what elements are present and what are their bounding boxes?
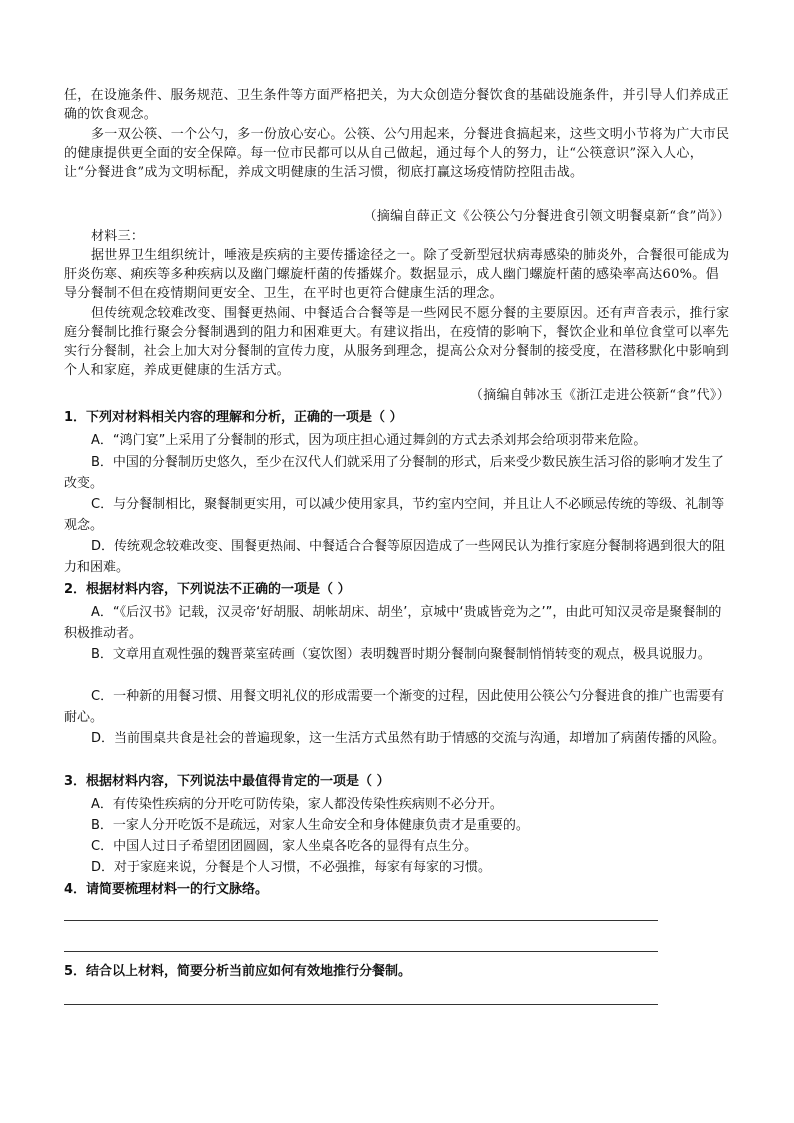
question-1-option-c: C．与分餐制相比，聚餐制更实用，可以减少使用家具，节约室内空间，并且让人不必顾忌传统的等级、礼制等观念。 <box>64 497 725 533</box>
question-2-option-a: A．“《后汉书》记载，汉灵帝‘好胡服、胡帐胡床、胡坐’，京城中‘贵戚皆竞为之’”，由此可知汉灵帝是聚餐制的积极推动者。 <box>64 605 722 641</box>
material3-paragraph-2: 但传统观念较难改变、围餐更热闹、中餐适合合餐等是一些网民不愿分餐的主要原因。还有声音表示，推行家庭分餐制比推行聚会分餐制遇到的阻力和困难更大。有建议指出，在疫情的影响下，餐饮企业和单位食堂可以率先实行分餐制，社会上加大对分餐制的宣传力度，从服务到理念，提高公众对分餐制的接受度，在潜移默化中影响到个人和家庭，养成更健康的生活方式。 <box>64 306 730 378</box>
question-1-stem: 1．下列对材料相关内容的理解和分析，正确的一项是（ ） <box>64 410 403 425</box>
material2-paragraph-tail: 任，在设施条件、服务规范、卫生条件等方面严格把关，为大众创造分餐饮食的基础设施条件，并引导人们养成正确的饮食观念。 <box>64 88 730 122</box>
question-3-option-b: B．一家人分开吃饭不是疏远，对家人生命安全和身体健康负责才是重要的。 <box>91 818 529 833</box>
question-1-option-b: B．中国的分餐制历史悠久，至少在汉代人们就采用了分餐制的形式，后来受少数民族生活习俗的影响才发生了改变。 <box>64 455 724 491</box>
question-3-stem: 3．根据材料内容，下列说法中最值得肯定的一项是（ ） <box>64 774 390 789</box>
question-4-stem: 4．请简要梳理材料一的行文脉络。 <box>64 882 269 897</box>
material3-heading: 材料三： <box>91 229 145 244</box>
answer-line-q5-1[interactable] <box>64 1004 658 1005</box>
material2-paragraph: 多一双公筷、一个公勺，多一份放心安心。公筷、公勺用起来，分餐进食搞起来，这些文明小节将为广大市民的健康提供更全面的安全保障。每一位市民都可以从自己做起，通过每个人的努力，让“公筷意识”深入人心，让“分餐进食”成为文明标配，养成文明健康的生活习惯，彻底打赢这场疫情防控阻击战。 <box>64 127 730 180</box>
question-2-option-d: D．当前围桌共食是社会的普遍现象，这一生活方式虽然有助于情感的交流与沟通，却增加了病菌传播的风险。 <box>91 731 726 746</box>
question-2-stem: 2．根据材料内容，下列说法不正确的一项是（ ） <box>64 582 351 597</box>
question-1-option-a: A．“鸿门宴”上采用了分餐制的形式，因为项庄担心通过舞剑的方式去杀刘邦会给项羽带来危险。 <box>91 433 647 448</box>
question-3-option-d: D．对于家庭来说，分餐是个人习惯，不必强推，每家有每家的习惯。 <box>91 860 492 875</box>
question-2-option-b: B．文章用直观性强的魏晋菜室砖画（宴饮图）表明魏晋时期分餐制向聚餐制悄悄转变的观点，极具说服力。 <box>91 647 711 662</box>
question-5-stem: 5．结合以上材料，简要分析当前应如何有效地推行分餐制。 <box>64 964 412 979</box>
answer-line-q4-1[interactable] <box>64 920 658 921</box>
material3-source: （摘编自韩冰玉《浙江走进公筷新“食”代》） <box>469 388 730 403</box>
question-2-option-c: C．一种新的用餐习惯、用餐文明礼仪的形成需要一个渐变的过程，因此使用公筷公勺分餐进食的推广也需要有耐心。 <box>64 689 725 725</box>
material2-source: （摘编自薛正文《公筷公勺分餐进食引领文明餐桌新“食”尚》） <box>363 209 730 224</box>
answer-line-q4-2[interactable] <box>64 951 658 952</box>
question-3-option-a: A．有传染性疾病的分开吃可防传染，家人都没传染性疾病则不必分开。 <box>91 797 503 812</box>
question-3-option-c: C．中国人过日子希望团团圆圆，家人坐桌各吃各的显得有点生分。 <box>91 839 478 854</box>
material3-paragraph-1: 据世界卫生组织统计，唾液是疾病的主要传播途径之一。除了受新型冠状病毒感染的肺炎外，合餐很可能成为肝炎伤寒、痢疾等多种疾病以及幽门螺旋杆菌的传播媒介。数据显示，成人幽门螺旋杆菌的感染率高达60%。倡导分餐制不但在疫情期间更安全、卫生，在平时也更符合健康生活的理念。 <box>64 248 730 301</box>
question-1-option-d: D．传统观念较难改变、围餐更热闹、中餐适合合餐等原因造成了一些网民认为推行家庭分餐制将遇到很大的阻力和困难。 <box>64 539 726 575</box>
